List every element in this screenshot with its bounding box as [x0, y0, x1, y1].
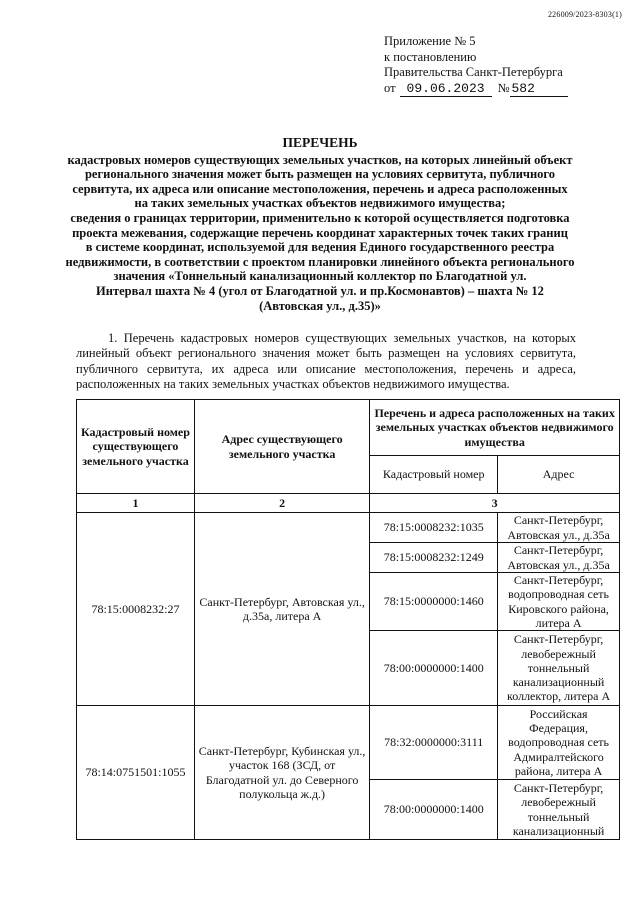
object-address: Санкт-Петербург, Автовская ул., д.35а [498, 543, 620, 573]
column-number: 1 [77, 494, 195, 513]
object-cadastral: 78:00:0000000:1400 [370, 631, 498, 706]
object-address: Санкт-Петербург, водопроводная сеть Кировского района, литера А [498, 573, 620, 631]
title-line: кадастровых номеров существующих земельных участков, на которых линейный объект [67, 152, 573, 167]
date-prefix: от [384, 80, 396, 95]
title-line: проекта межевания, содержащие перечень координат характерных точек таких границ [72, 225, 568, 240]
appendix-block [384, 34, 568, 97]
appendix-date-line [384, 81, 568, 98]
appendix-line-1: Приложение № 5 [384, 34, 476, 48]
appendix-line-3: Правительства Санкт-Петербурга [384, 65, 563, 79]
title-line: сервитута, их адреса или описание местоположения, перечень и адреса расположенных [72, 181, 568, 196]
appendix-line-2: к постановлению [384, 49, 477, 64]
land-address: Санкт-Петербург, Автовская ул., д.35а, литера А [194, 513, 369, 706]
header-objects: Перечень и адреса расположенных на таких земельных участках объектов недвижимого имущества [370, 400, 620, 456]
title-line: (Автовская ул., д.35)» [259, 298, 381, 313]
number-sign: № [497, 80, 510, 95]
column-number: 3 [370, 494, 620, 513]
decree-date: 09.06.2023 [400, 81, 492, 98]
table-header-row [77, 400, 620, 456]
object-address: Санкт-Петербург, левобережный тоннельный канализационный коллектор, литера А [498, 631, 620, 706]
land-cadastral: 78:14:0751501:1055 [77, 706, 195, 840]
object-cadastral: 78:32:0000000:3111 [370, 706, 498, 780]
title-line: регионального значения может быть размещен на условиях сервитута, публичного [84, 167, 556, 182]
land-cadastral: 78:15:0008232:27 [77, 513, 195, 706]
column-number: 2 [194, 494, 369, 513]
cadastral-table [76, 399, 620, 840]
object-address: Российская Федерация, водопроводная сеть Адмиралтейского района, литера А [498, 706, 620, 780]
object-cadastral: 78:15:0008232:1035 [370, 513, 498, 543]
title-line: на таких земельных участках объектов недвижимого имущества; [134, 196, 506, 211]
object-address: Санкт-Петербург, левобережный тоннельный канализационный [498, 780, 620, 840]
document-id: 226009/2023-8303(1) [547, 10, 622, 19]
table-row [77, 706, 620, 780]
document-title [60, 136, 580, 313]
title-line: в системе координат, используемой для ведения Единого государственного реестра [85, 240, 555, 255]
table-row [77, 513, 620, 543]
table-number-row [77, 494, 620, 513]
title-heading: ПЕРЕЧЕНЬ [282, 135, 358, 150]
header-object-cadastral: Кадастровый номер [370, 456, 498, 494]
header-cadastral: Кадастровый номер существующего земельного участка [77, 400, 195, 494]
intro-paragraph: 1. Перечень кадастровых номеров существующих земельных участков, на которых линейный объект регионального значения может быть размещен на условиях сервитута, публичного сервитута, их адреса или описание местоположения, перечень и адреса, расположенных на таких земельных участках объектов недвижимого имущества. [76, 331, 576, 391]
object-cadastral: 78:00:0000000:1400 [370, 780, 498, 840]
object-cadastral: 78:15:0000000:1460 [370, 573, 498, 631]
object-address: Санкт-Петербург, Автовская ул., д.35а [498, 513, 620, 543]
object-cadastral: 78:15:0008232:1249 [370, 543, 498, 573]
title-line: Интервал шахта № 4 (угол от Благодатной ул. и пр.Космонавтов) – шахта № 12 [96, 283, 544, 298]
title-line: недвижимости, в соответствии с проектом планировки линейного объекта регионального [65, 254, 575, 269]
header-address: Адрес существующего земельного участка [194, 400, 369, 494]
title-line: сведения о границах территории, применительно к которой осуществляется подготовка [70, 210, 570, 225]
title-line: значения «Тоннельный канализационный коллектор по Благодатной ул. [113, 269, 527, 284]
land-address: Санкт-Петербург, Кубинская ул., участок 168 (ЗСД, от Благодатной ул. до Северного полукольца ж.д.) [194, 706, 369, 840]
header-object-address: Адрес [498, 456, 620, 494]
decree-number: 582 [510, 81, 568, 98]
